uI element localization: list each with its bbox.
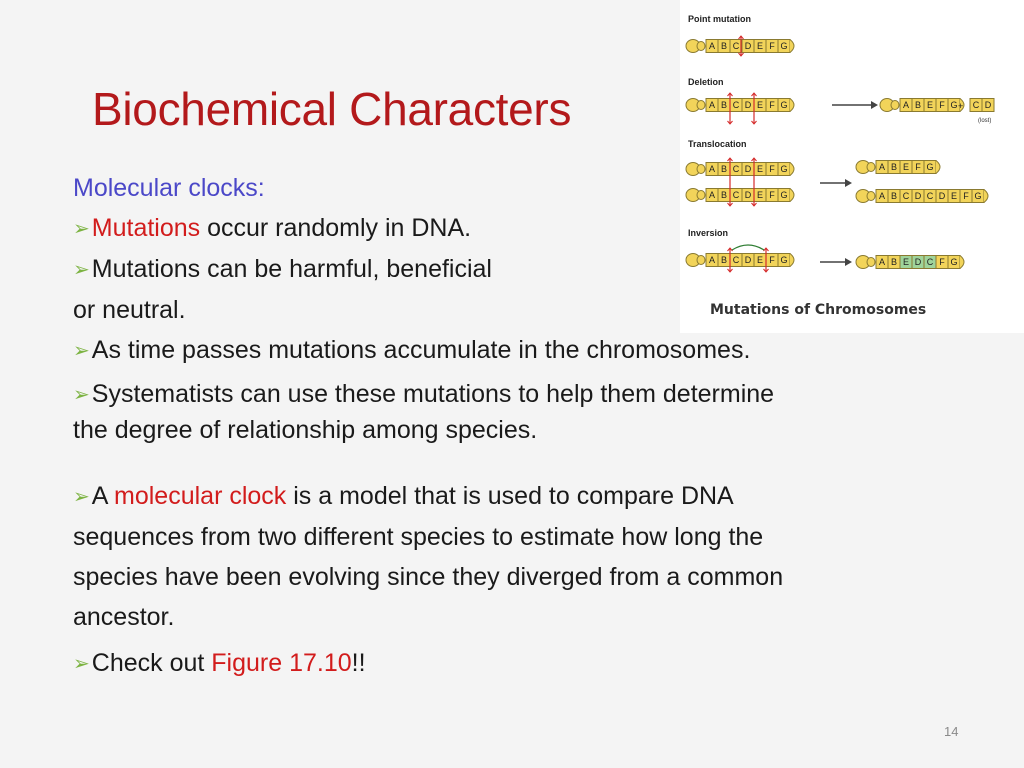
gene-label: G <box>950 257 958 268</box>
gene-label: D <box>744 190 752 201</box>
bullet-text: occur randomly in DNA. <box>200 214 472 242</box>
gene-label: F <box>769 190 775 201</box>
gene-label: A <box>708 164 716 175</box>
gene-label: A <box>708 41 716 52</box>
bullet-accumulate <box>73 330 953 371</box>
gene-label: A <box>708 255 716 266</box>
gene-label: D <box>744 164 752 175</box>
gene-label: F <box>769 255 775 266</box>
gene-label: C <box>902 191 910 202</box>
label-translocation: Translocation <box>688 139 747 149</box>
gene-label: E <box>756 255 764 266</box>
molecular-clock-highlight: molecular clock <box>114 482 287 510</box>
bullet-mutations-random <box>73 208 953 249</box>
gene-label: B <box>720 100 728 111</box>
gene-label: F <box>769 164 775 175</box>
label-lost: (lost) <box>978 118 992 124</box>
gene-label: F <box>939 100 945 111</box>
slide-number: 14 <box>944 724 959 739</box>
gene-label: G <box>780 100 788 111</box>
bullet-text: !! <box>351 649 366 677</box>
label-point-mutation: Point mutation <box>688 14 751 24</box>
gene-label: E <box>756 41 764 52</box>
gene-label: C <box>732 164 740 175</box>
bullet-check-figure <box>73 643 953 684</box>
gene-label: B <box>720 255 728 266</box>
bullet-text: the degree of relationship among species. <box>73 416 538 444</box>
gene-label: C <box>972 100 980 111</box>
label-inversion: Inversion <box>688 228 729 238</box>
gene-label: G <box>780 41 788 52</box>
gene-label: C <box>926 191 934 202</box>
gene-label: B <box>890 257 898 268</box>
bullet-text: Mutations can be harmful, beneficial <box>91 255 492 283</box>
gene-label: G <box>780 255 788 266</box>
label-deletion: Deletion <box>688 77 724 87</box>
gene-label: C <box>732 100 740 111</box>
gene-label: D <box>938 191 946 202</box>
gene-label: E <box>902 162 910 173</box>
gene-label: B <box>890 162 898 173</box>
gene-label: F <box>963 191 969 202</box>
arrow-right-icon <box>832 101 878 109</box>
gene-label: G <box>926 162 934 173</box>
bullet-mutations-effects <box>73 249 953 290</box>
bullet-molecular-clock <box>73 476 953 637</box>
bullet-text: sequences from two different species to estimate how long the <box>73 523 764 551</box>
gene-label: B <box>720 41 728 52</box>
gene-label: D <box>914 257 922 268</box>
figure-caption: Mutations of Chromosomes <box>710 302 927 318</box>
gene-label: B <box>914 100 922 111</box>
centromere-neck <box>891 101 899 110</box>
arrow-bullet-icon: ➢ <box>73 218 90 240</box>
gene-label: A <box>878 162 886 173</box>
chromosome-tail <box>790 40 794 53</box>
gene-label: D <box>914 191 922 202</box>
gene-label: D <box>744 41 752 52</box>
chromosome-tail <box>984 190 988 203</box>
subhead-molecular-clocks: Molecular clocks: <box>73 174 265 202</box>
gene-label: C <box>926 257 934 268</box>
bullet-text: Check out <box>91 649 212 677</box>
bullet-systematists <box>73 377 953 448</box>
gene-label: E <box>756 190 764 201</box>
bullet-text: species have been evolving since they diverged from a common <box>73 563 784 591</box>
centromere-neck <box>697 42 705 51</box>
gene-label: D <box>984 100 992 111</box>
chromosome-del_before <box>686 99 794 112</box>
gene-label: E <box>756 164 764 175</box>
gene-label: D <box>744 100 752 111</box>
gene-label: C <box>732 190 740 201</box>
arrow-bullet-icon: ➢ <box>73 384 90 406</box>
mutations-highlight: Mutations <box>91 214 201 242</box>
bullet-text: Systematists can use these mutations to help them determine <box>91 380 775 408</box>
bullet-text: As time passes mutations accumulate in the chromosomes. <box>91 336 751 364</box>
gene-label: C <box>732 255 740 266</box>
gene-label: A <box>708 100 716 111</box>
centromere-neck <box>697 101 705 110</box>
bullet-text: A <box>91 482 115 510</box>
gene-label: A <box>878 191 886 202</box>
chromosome-del_lost <box>970 99 994 112</box>
gene-label: E <box>926 100 934 111</box>
chromosome-tail <box>790 99 794 112</box>
gene-label: C <box>732 41 740 52</box>
gene-label: B <box>720 164 728 175</box>
gene-label: F <box>769 100 775 111</box>
gene-label: F <box>939 257 945 268</box>
chromosome-tail <box>960 256 964 269</box>
chromosome-del_after <box>880 99 964 112</box>
bullet-text: ancestor. <box>73 603 175 631</box>
bullet-text: is a model that is used to compare DNA <box>286 482 734 510</box>
chromosome-point <box>686 40 794 53</box>
gene-label: F <box>915 162 921 173</box>
gene-label: A <box>902 100 910 111</box>
gene-label: A <box>708 190 716 201</box>
bullet-continuation: or neutral. <box>73 296 186 324</box>
gene-label: E <box>756 100 764 111</box>
arrow-bullet-icon: ➢ <box>73 486 90 508</box>
figure-reference-link[interactable]: Figure 17.10 <box>211 649 352 677</box>
gene-label: G <box>950 100 958 111</box>
gene-label: D <box>744 255 752 266</box>
gene-label: E <box>902 257 910 268</box>
gene-label: A <box>878 257 886 268</box>
slide-body <box>73 168 953 684</box>
arrow-bullet-icon: ➢ <box>73 259 90 281</box>
gene-label: F <box>769 41 775 52</box>
gene-label: G <box>974 191 982 202</box>
gene-label: E <box>950 191 958 202</box>
arrow-bullet-icon: ➢ <box>73 340 90 362</box>
gene-label: B <box>890 191 898 202</box>
gene-label: B <box>720 190 728 201</box>
slide-title: Biochemical Characters <box>92 83 572 135</box>
plus-sign: + <box>958 101 964 111</box>
gene-label: G <box>780 164 788 175</box>
arrow-bullet-icon: ➢ <box>73 653 90 675</box>
gene-label: G <box>780 190 788 201</box>
